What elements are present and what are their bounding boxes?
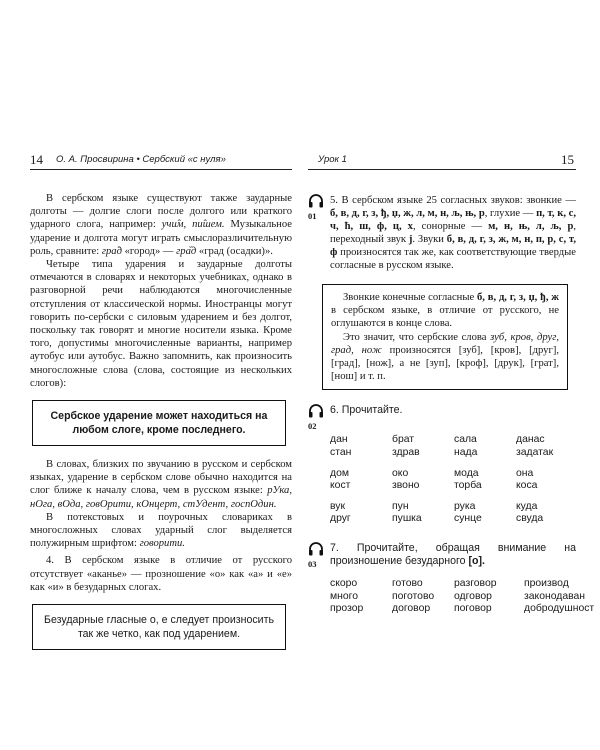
left-page (30, 150, 292, 750)
track-number: 03 (308, 558, 317, 569)
right-page (308, 150, 595, 750)
left-paragraph-2: Четыре типа ударения и заударные долготы отмечаются в словарях и некоторых учебниках, однако в разговорной речи наблюдаются многочисленные отступления от классической нормы. Иностранцы могут говорить по-сербски с силовым ударением и без долгот, поскольку так говорят и многие носители языка. Кроме того, допустимы многочисленные варианты, например аутобус или аутобус. Важно запомнить, как произносить многосложные слова (слова, состоящие из нескольких слогов): (30, 259, 292, 389)
left-paragraph-3: В словах, близких по звучанию в русском и сербском языках, ударение в сербском слове обычно находится на слог ближе к началу слова, чем в русском языке: рУка, нОга, вОда, говОрити, кОнцерт, стУдент, госпОдин. (30, 459, 292, 510)
word-cell: разговор одговор поговор (454, 577, 497, 615)
right-running-header (308, 150, 576, 170)
word-cell: око звоно (392, 467, 420, 492)
word-cell: мода торба (454, 467, 482, 492)
track-number: 02 (308, 421, 317, 432)
exercise-7-word-grid (330, 577, 595, 624)
exercise-6 (308, 404, 576, 434)
word-cell: вук друг (330, 500, 351, 525)
headphones-icon (308, 542, 324, 556)
word-cell: скоро много прозор (330, 577, 364, 615)
left-paragraph-5: 4. В сербском языке в отличие от русского отсутствует «аканье» — прозношение «о» как «а» и «е» как «и» в безударных слогах. (30, 555, 292, 593)
unstressed-vowels-box: Безударные гласные о, е следует произносить так же четко, как под ударением. (32, 604, 286, 650)
final-consonants-rule-box: Звонкие конечные согласные б, в, д, г, з, џ, ђ, ж в сербском языке, в отличие от русского, не оглушаются в конце слова. Это значит, что сербские слова зуб, кров, друг, град, нож произносятся [зуб], [кров], [друг], [град], [нож], а не [зуп], [кроф], [друк], [грат], [нош] и т. п. (322, 284, 568, 390)
word-cell: дом кост (330, 467, 351, 492)
word-cell: пун пушка (392, 500, 422, 525)
exercise-6-title: 6. Прочитайте. (330, 404, 403, 417)
track-number: 01 (308, 211, 317, 221)
right-page-number: 15 (561, 152, 574, 167)
left-paragraph-4: В потекстовых и поурочных словариках в многосложных словах ударный слог выделяется полужирным шрифтом: говорити. (30, 511, 292, 550)
word-cell: рука сунце (454, 500, 482, 525)
word-cell: куда свуда (516, 500, 544, 525)
left-page-number: 14 (30, 152, 43, 167)
word-cell: данас задатак (516, 434, 554, 459)
headphones-icon (308, 194, 324, 208)
left-running-head: О. А. Просвирина • Сербский «с нуля» (56, 154, 226, 165)
left-running-header (30, 150, 292, 170)
word-cell: готово поготово договор (392, 577, 435, 615)
headphones-icon (308, 404, 324, 418)
exercise-7-title: 7. Прочитайте, обращая внимание на произношение безударного [о]. (330, 541, 576, 567)
left-paragraph-1: В сербском языке существуют также заударные долготы — долгие слоги после долгого или краткого ударного слога, например: учи̂м, пи̂шем. Музыкальное ударение и долгота могут играть смыслоразличительную роль, сравните: гра̂д «город» — гра̏д «град (осадки)». (30, 193, 292, 257)
word-cell: она коса (516, 467, 538, 492)
stress-rule-box: Сербское ударение может находиться на любом слоге, кроме последнего. (32, 400, 286, 446)
audio-track-02[interactable] (308, 404, 330, 434)
exercise-5 (308, 194, 576, 272)
exercise-5-text: 5. В сербском языке 25 согласных звуков: звонкие — б, в, д, г, з, ђ, џ, ж, л, м, н, љ, њ, р, глухие — п, т, к, с, ч, ћ, ш, ф, ц, х, сонорные — м, н, њ, л, љ, р, переходный звук ј. Звуки б, в, д, г, з, ж, м, н, п, р, с, т, ф произносятся так же, как соответствующие твердые согласные в русском языке. (330, 195, 577, 271)
audio-track-03[interactable] (308, 542, 330, 572)
word-cell: производ законодаван добродушност (524, 577, 595, 615)
word-cell: дан стан (330, 434, 352, 459)
word-cell: сала нада (454, 434, 478, 459)
audio-track-01[interactable] (308, 194, 330, 224)
right-running-head: Урок 1 (318, 154, 347, 165)
exercise-6-word-grid (330, 434, 576, 534)
word-cell: брат здрав (392, 434, 420, 459)
exercise-7 (308, 542, 576, 572)
